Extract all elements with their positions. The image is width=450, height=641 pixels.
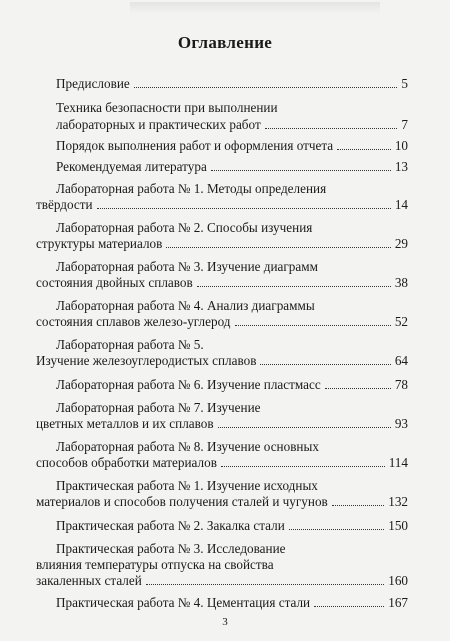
dot-leader [289, 529, 384, 530]
dot-leader [337, 149, 391, 150]
toc-entry-title: Лабораторная работа № 3. Изучение диаграмм [56, 259, 318, 274]
toc-entry[interactable] [36, 235, 408, 252]
toc-entry[interactable] [56, 594, 408, 611]
toc-entry[interactable] [36, 196, 408, 213]
toc-entry[interactable] [36, 454, 408, 471]
toc-entry-title: состояния двойных сплавов [36, 275, 193, 290]
toc-entry[interactable] [36, 313, 408, 330]
toc-entry-page: 132 [388, 494, 408, 509]
dot-leader [97, 208, 391, 209]
dot-leader [314, 606, 384, 607]
toc-entry-page: 14 [394, 197, 408, 212]
toc-entry-title: Практическая работа № 4. Цементация стали [56, 595, 311, 610]
toc-entry-title: состояния сплавов железо-углерод [36, 314, 231, 329]
toc-entry-title: структуры материалов [36, 236, 163, 251]
toc-entry-title: Лабораторная работа № 7. Изучение [56, 400, 261, 415]
toc-entry-title: твёрдости [36, 197, 93, 212]
toc-entry-title: лабораторных и практических работ [56, 117, 261, 132]
toc-entry-title: Предисловие [56, 76, 130, 91]
dot-leader [265, 128, 398, 129]
toc-entry[interactable] [56, 376, 408, 393]
toc-entry-page: 64 [394, 353, 408, 368]
toc-entry-page: 13 [394, 159, 408, 174]
page-title: Оглавление [177, 33, 273, 52]
toc-entry-page: 52 [394, 314, 408, 329]
toc-entry-page: 5 [401, 76, 408, 91]
toc-entry-title: способов обработки материалов [36, 455, 217, 470]
page-number: 3 [222, 616, 228, 628]
toc-entry-page: 10 [394, 138, 408, 153]
toc-entry[interactable] [56, 158, 408, 175]
toc-entry-page: 114 [388, 455, 408, 470]
toc-entry-title: закаленных сталей [36, 573, 142, 588]
toc-entry-page: 150 [388, 518, 408, 533]
toc-entry-title: Порядок выполнения работ и оформления отчета [56, 138, 334, 153]
toc-entry-title: цветных металлов и их сплавов [36, 416, 214, 431]
toc-entry-title: Лабораторная работа № 2. Способы изучения [56, 220, 313, 235]
toc-entry-page: 78 [394, 377, 408, 392]
toc-entry-page: 7 [401, 117, 408, 132]
toc-entry-page: 93 [394, 416, 408, 431]
toc-entry-title: Изучение железоуглеродистых сплавов [36, 353, 257, 368]
toc-entry-title: Рекомендуемая литература [56, 159, 207, 174]
dot-leader [221, 466, 385, 467]
dot-leader [332, 505, 384, 506]
dot-leader [325, 388, 391, 389]
toc-entry-page: 167 [388, 595, 408, 610]
toc-entry-title: влияния температуры отпуска на свойства [36, 557, 274, 572]
toc-entry-title: Техника безопасности при выполнении [56, 100, 278, 115]
dot-leader [197, 286, 391, 287]
dot-leader [211, 170, 391, 171]
toc-entry-title: Лабораторная работа № 6. Изучение пластмасс [56, 377, 321, 392]
dot-leader [134, 87, 398, 88]
toc-entry[interactable] [36, 493, 408, 510]
dot-leader [218, 427, 391, 428]
dot-leader [235, 325, 391, 326]
toc-entry-title: материалов и способов получения сталей и чугунов [36, 494, 328, 509]
toc-entry-page: 38 [394, 275, 408, 290]
toc-entry-title: Лабораторная работа № 1. Методы определения [56, 181, 327, 196]
toc-entry-title: Лабораторная работа № 5. [56, 337, 204, 352]
toc-entry-title: Практическая работа № 2. Закалка стали [56, 518, 285, 533]
toc-entry-title: Практическая работа № 1. Изучение исходных [56, 478, 318, 493]
toc-entry-title: Лабораторная работа № 4. Анализ диаграммы [56, 298, 315, 313]
toc-entry[interactable] [56, 116, 408, 133]
toc-entry[interactable] [36, 572, 408, 589]
toc-entry-page: 160 [388, 573, 408, 588]
toc-entry-page: 29 [394, 236, 408, 251]
toc-entry[interactable] [56, 137, 408, 154]
toc-entry[interactable] [36, 352, 408, 369]
toc-entry-title: Практическая работа № 3. Исследование [56, 541, 286, 556]
toc-entry[interactable] [56, 75, 408, 92]
toc-entry[interactable] [56, 517, 408, 534]
toc-entry-title: Лабораторная работа № 8. Изучение основных [56, 439, 319, 454]
dot-leader [166, 247, 390, 248]
toc-entry[interactable] [36, 274, 408, 291]
toc-entry[interactable] [36, 415, 408, 432]
dot-leader [260, 364, 390, 365]
dot-leader [146, 584, 384, 585]
